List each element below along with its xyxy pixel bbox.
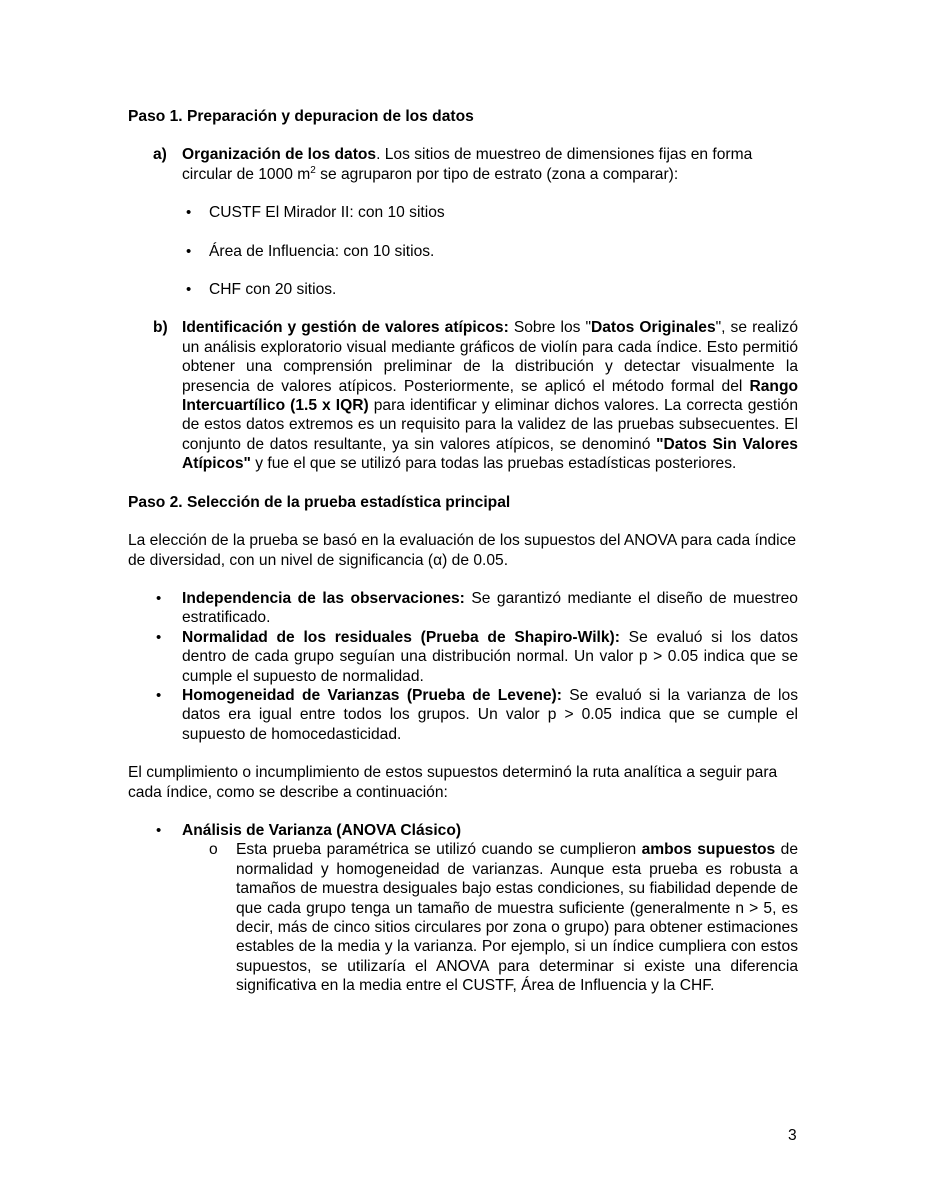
item-b-text [182, 318, 798, 473]
item-b-bold-2: Datos Originales [591, 319, 716, 337]
item-b-bold-3: Rango Intercuartílico (1.5 x IQR) [182, 377, 798, 415]
item-b-bold-4: "Datos Sin Valores Atípicos" [182, 435, 798, 473]
paso2-intro: La elección de la prueba se basó en la evaluación de los supuestos del ANOVA para cada índice de diversidad, con un nivel de significancia (α) de 0.05. [128, 532, 797, 569]
item-a-label: a) [153, 146, 167, 164]
list-item [128, 686, 798, 744]
anova-title: Análisis de Varianza (ANOVA Clásico) [182, 821, 462, 839]
assumption-text: Se evaluó si los datos dentro de cada grupo seguían una distribución normal. Un valor p > 0.05 indica que se cumple el supuesto de normalidad. [182, 628, 799, 685]
anova-bold: ambos supuestos [641, 841, 776, 859]
item-b-bold-1: Identificación y gestión de valores atípicos: [182, 319, 509, 337]
circle-bullet-icon: o [209, 841, 218, 859]
item-a-text [182, 145, 798, 184]
list-item: • CHF con 20 sitios. [128, 280, 798, 299]
item-a-organizacion [128, 145, 798, 184]
list-item [128, 628, 798, 686]
assumption-text: Se evaluó si la varianza de los datos era igual entre todos los grupos. Un valor p > 0.05 indica que se cumple el supuesto de homocedasticidad. [182, 686, 798, 743]
page-number: 3 [788, 1127, 797, 1144]
item-b-text-4: y fue el que se utilizó para todas las pruebas estadísticas posteriores. [250, 455, 737, 473]
assumption-text: Se garantizó mediante el diseño de muestreo estratificado. [182, 589, 798, 627]
item-a-text-part1: . Los sitios de muestreo de dimensiones fijas en forma circular de 1000 m [182, 146, 753, 183]
anova-text-1: Esta prueba paramétrica se utilizó cuando se cumplieron [236, 841, 642, 859]
list-item [128, 589, 798, 628]
assumptions-list [128, 589, 798, 744]
document-page [128, 107, 798, 996]
item-b-text-3: para identificar y eliminar dichos valores. La correcta gestión de estos datos extremos es un requisito para la validez de las pruebas subsecuentes. El conjunto de datos resultante, ya sin valores atípicos, se denominó [182, 397, 799, 453]
list-item [128, 821, 798, 996]
list-item: • Área de Influencia: con 10 sitios. [128, 242, 798, 261]
assumption-title: Homogeneidad de Varianzas (Prueba de Levene): [182, 686, 562, 704]
item-a-bold: Organización de los datos [182, 146, 377, 164]
tests-list [128, 821, 798, 996]
anova-subitem [128, 840, 798, 995]
item-b-label: b) [153, 319, 168, 337]
item-b-text-2: ", se realizó un análisis exploratorio visual mediante gráficos de violín para cada índice. Esto permitió obtener una comprensión preliminar de la distribución y detectar visualmente la presencia de valores atípicos. Posteriormente, se aplicó el método formal del [182, 319, 798, 395]
anova-text-2: de normalidad y homogeneidad de varianzas. Aunque esta prueba es robusta a tamaños de muestra desiguales bajo estas condiciones, su fiabilidad depende de que cada grupo tenga un tamaño de muestra suficiente (generalmente n > 5, es decir, más de cinco sitios circulares por zona o grupo) para obtener estimaciones estables de la media y la varianza. Por ejemplo, si un índice cumpliera con estos supuestos, se utilizaría el ANOVA para determinar si existe una diferencia significativa en la media entre el CUSTF, Área de Influencia y la CHF. [236, 841, 798, 995]
item-a-superscript: 2 [310, 164, 316, 176]
strata-list [128, 203, 798, 299]
list-item: • CUSTF El Mirador II: con 10 sitios [128, 203, 798, 222]
paso1-heading: Paso 1. Preparación y depuracion de los datos [128, 108, 474, 125]
assumption-title: Normalidad de los residuales (Prueba de Shapiro-Wilk): [182, 628, 620, 646]
item-b-atipicos [128, 318, 798, 473]
route-paragraph: El cumplimiento o incumplimiento de estos supuestos determinó la ruta analítica a seguir para cada índice, como se describe a continuación: [128, 764, 778, 801]
item-b-text-1: Sobre los " [508, 319, 591, 337]
paso2-heading: Paso 2. Selección de la prueba estadística principal [128, 493, 511, 511]
item-a-text-part2: se agruparon por tipo de estrato (zona a comparar): [315, 165, 679, 183]
assumption-title: Independencia de las observaciones: [182, 589, 465, 607]
